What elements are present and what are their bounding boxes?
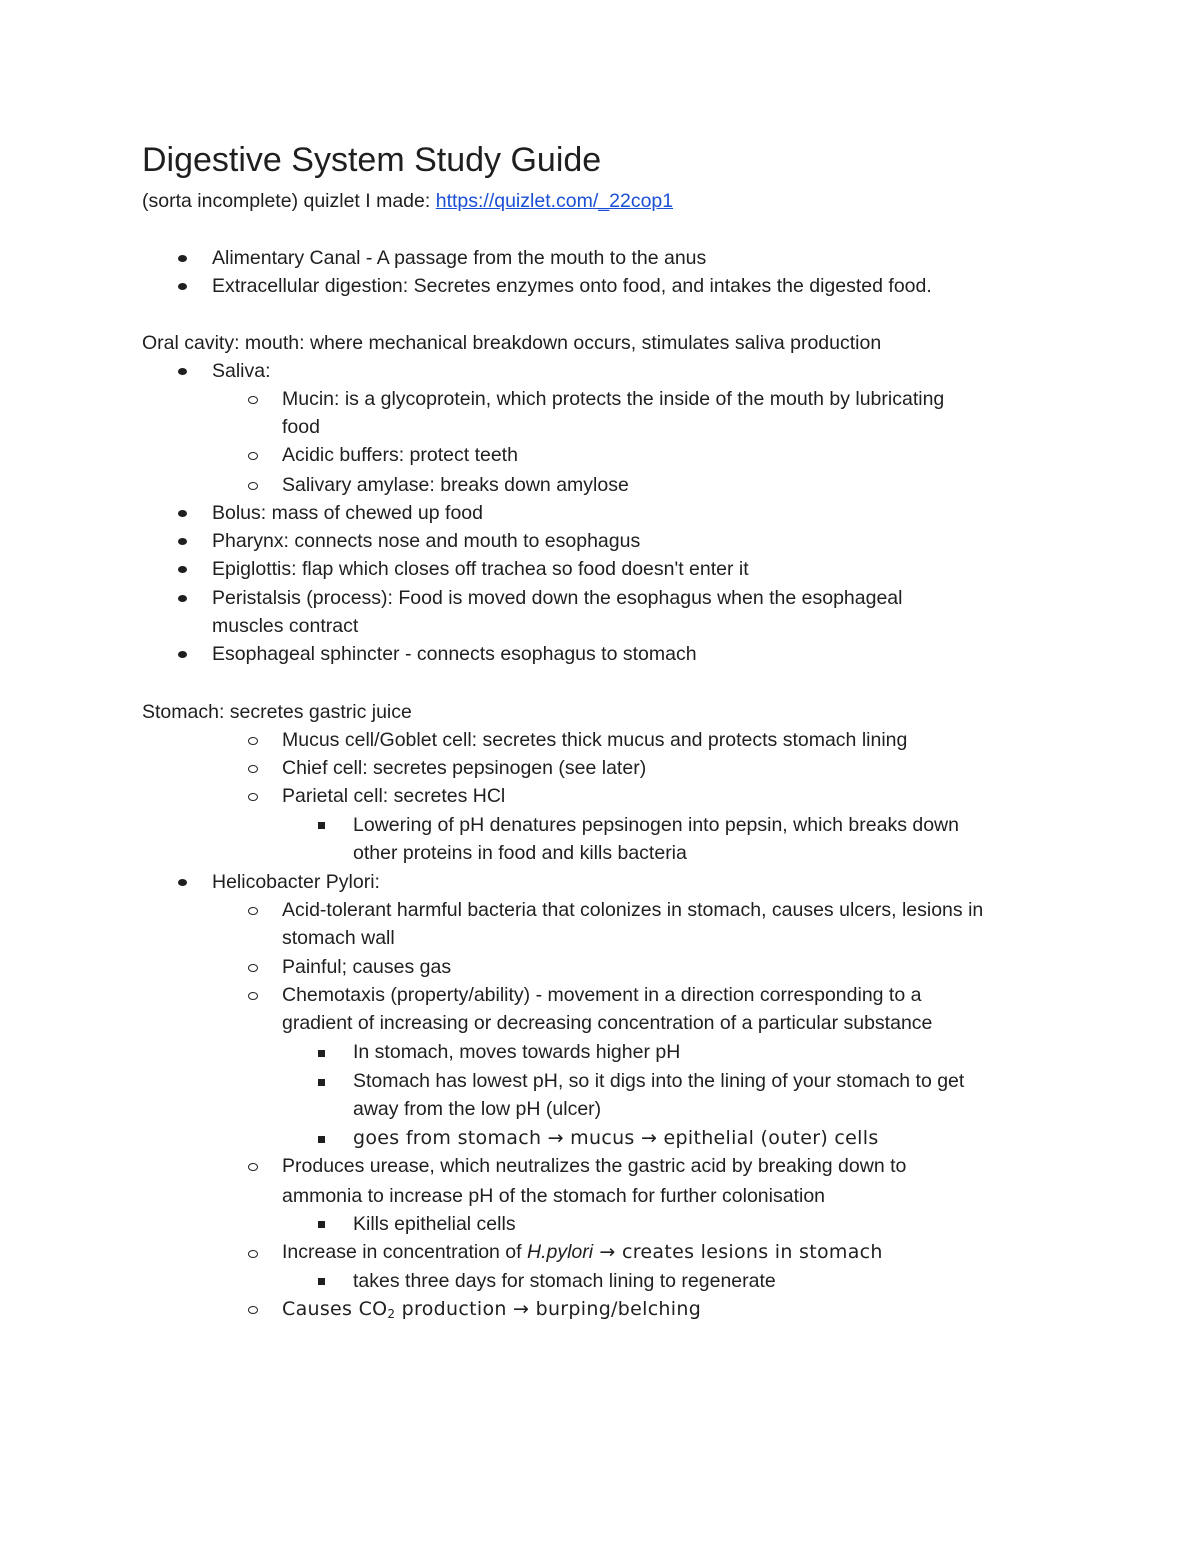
increase-italic: H.pylori — [526, 1241, 594, 1263]
bullet-circle-icon — [248, 1250, 258, 1258]
list-item: Salivary amylase: breaks down amylose — [282, 474, 629, 496]
bullet-disc-icon — [178, 283, 187, 290]
bullet-square-icon — [318, 1050, 325, 1057]
bullet-square-icon — [318, 1079, 325, 1086]
bullet-circle-icon — [248, 482, 258, 490]
list-item: Lowering of pH denatures pepsinogen into pepsin, which breaks down — [353, 814, 959, 836]
bullet-square-icon — [318, 1278, 325, 1285]
bullet-disc-icon — [178, 538, 187, 545]
list-item-continued: away from the low pH (ulcer) — [353, 1098, 602, 1120]
increase-suffix: → creates lesions in stomach — [593, 1241, 883, 1263]
bullet-circle-icon — [248, 452, 258, 460]
co2-suffix: production → burping/belching — [395, 1298, 702, 1320]
list-item: Painful; causes gas — [282, 956, 452, 978]
bullet-circle-icon — [248, 737, 258, 745]
list-item-continued: muscles contract — [212, 615, 359, 637]
bullet-disc-icon — [178, 879, 187, 886]
list-item: Stomach has lowest pH, so it digs into the lining of your stomach to get — [353, 1070, 965, 1092]
list-item-continued: other proteins in food and kills bacteria — [353, 842, 687, 864]
list-item: Mucus cell/Goblet cell: secretes thick mucus and protects stomach lining — [282, 729, 908, 751]
list-item: Chemotaxis (property/ability) - movement in a direction corresponding to a — [282, 984, 922, 1006]
list-item: Pharynx: connects nose and mouth to esophagus — [212, 530, 641, 552]
list-item-continued: gradient of increasing or decreasing concentration of a particular substance — [282, 1012, 933, 1034]
bullet-disc-icon — [178, 510, 187, 517]
section-heading-oral: Oral cavity: mouth: where mechanical breakdown occurs, stimulates saliva production — [142, 332, 882, 354]
bullet-circle-icon — [248, 396, 258, 404]
list-item — [282, 1295, 701, 1323]
list-item-continued: stomach wall — [282, 927, 395, 949]
list-item: Acid-tolerant harmful bacteria that colonizes in stomach, causes ulcers, lesions in — [282, 899, 984, 921]
quizlet-prefix: (sorta incomplete) quizlet I made: — [142, 190, 436, 212]
bullet-disc-icon — [178, 255, 187, 262]
list-item: Produces urease, which neutralizes the gastric acid by breaking down to — [282, 1155, 907, 1177]
list-item: Epiglottis: flap which closes off trachea so food doesn't enter it — [212, 558, 749, 580]
list-item: Bolus: mass of chewed up food — [212, 502, 483, 524]
list-item: Mucin: is a glycoprotein, which protects the inside of the mouth by lubricating — [282, 388, 945, 410]
list-item: Helicobacter Pylori: — [212, 871, 380, 893]
list-item: takes three days for stomach lining to regenerate — [353, 1270, 776, 1292]
list-item: Kills epithelial cells — [353, 1213, 516, 1235]
section-heading-stomach: Stomach: secretes gastric juice — [142, 701, 412, 723]
list-item-continued: ammonia to increase pH of the stomach for further colonisation — [282, 1185, 826, 1207]
bullet-square-icon — [318, 822, 325, 829]
list-item: In stomach, moves towards higher pH — [353, 1041, 681, 1063]
list-item — [282, 1238, 883, 1266]
bullet-disc-icon — [178, 595, 187, 602]
bullet-circle-icon — [248, 964, 258, 972]
list-item: Alimentary Canal - A passage from the mouth to the anus — [212, 247, 707, 269]
bullet-square-icon — [318, 1221, 325, 1228]
list-item: goes from stomach → mucus → epithelial (outer) cells — [353, 1127, 879, 1149]
list-item: Peristalsis (process): Food is moved down the esophagus when the esophageal — [212, 587, 903, 609]
list-item-continued: food — [282, 416, 320, 438]
bullet-circle-icon — [248, 793, 258, 801]
co2-prefix: Causes CO — [282, 1298, 388, 1320]
list-item: Extracellular digestion: Secretes enzymes onto food, and intakes the digested food. — [212, 275, 932, 297]
increase-prefix: Increase in concentration of — [282, 1241, 527, 1263]
bullet-circle-icon — [248, 992, 258, 1000]
list-item: Saliva: — [212, 360, 271, 382]
bullet-circle-icon — [248, 907, 258, 915]
bullet-circle-icon — [248, 1163, 258, 1171]
bullet-disc-icon — [178, 566, 187, 573]
list-item: Parietal cell: secretes HCl — [282, 785, 506, 807]
co2-subscript: 2 — [387, 1307, 396, 1321]
bullet-circle-icon — [248, 765, 258, 773]
bullet-circle-icon — [248, 1306, 258, 1314]
list-item: Acidic buffers: protect teeth — [282, 444, 518, 466]
list-item: Esophageal sphincter - connects esophagus to stomach — [212, 643, 697, 665]
page-title: Digestive System Study Guide — [142, 141, 602, 179]
quizlet-line — [142, 187, 673, 215]
list-item: Chief cell: secretes pepsinogen (see later) — [282, 757, 647, 779]
bullet-disc-icon — [178, 651, 187, 658]
bullet-square-icon — [318, 1136, 325, 1143]
quizlet-link[interactable]: https://quizlet.com/_22cop1 — [435, 190, 674, 212]
bullet-disc-icon — [178, 368, 187, 375]
